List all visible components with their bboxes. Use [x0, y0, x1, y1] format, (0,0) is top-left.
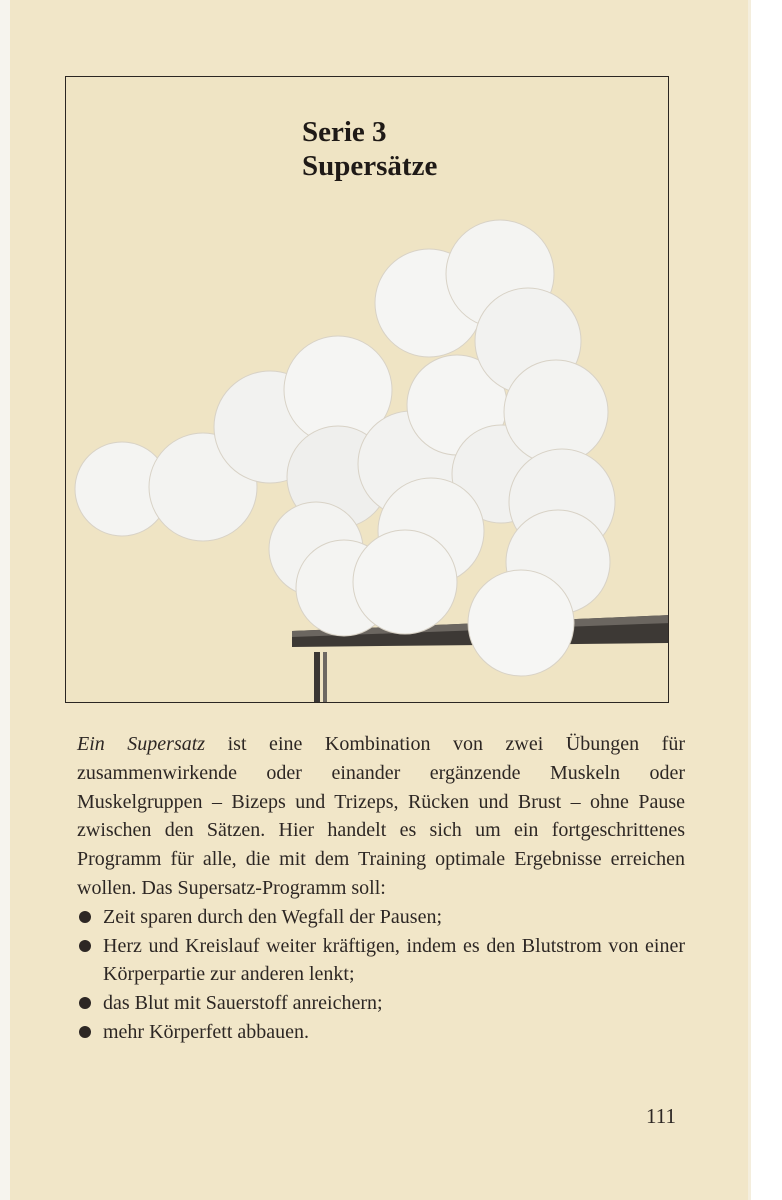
intro-term: Ein Supersatz [77, 733, 206, 755]
benefit-list [77, 903, 685, 1047]
weight-plates-photo [66, 77, 669, 703]
intro-paragraph [77, 730, 685, 903]
list-item [77, 932, 685, 990]
bullet-icon [79, 940, 91, 952]
bullet-icon [79, 1026, 91, 1038]
book-page [10, 0, 749, 1200]
article-body [77, 730, 685, 1047]
list-item [77, 989, 685, 1018]
list-item-text: Herz und Kreislauf weiter kräftigen, indem es den Blutstrom von einer Körperpartie zur anderen lenkt; [103, 934, 685, 986]
exercise-illustration [65, 76, 669, 703]
bullet-icon [79, 911, 91, 923]
list-item-text: mehr Körperfett abbauen. [103, 1020, 310, 1043]
list-item [77, 1018, 685, 1047]
list-item [77, 903, 685, 932]
plates-group [75, 220, 615, 676]
intro-text: ist eine Kombination von zwei Übungen für zusammenwirkende oder einander ergänzende Muskeln oder Muskelgruppen – Bizeps und Trizeps, Rücken und Brust – ohne Pause zwischen den Sätzen. Hier handelt es sich um ein fortgeschrittenes Programm für alle, die mit dem Training optimale Ergebnisse erreichen wollen. Das Supersatz-Programm soll: [77, 733, 685, 899]
bullet-icon [79, 997, 91, 1009]
list-item-text: das Blut mit Sauerstoff anreichern; [103, 992, 383, 1015]
list-item-text: Zeit sparen durch den Wegfall der Pausen; [103, 905, 443, 928]
page-number: 111 [646, 1104, 676, 1128]
series-title-line-2: Supersätze [302, 150, 438, 182]
series-title-line-1: Serie 3 [302, 116, 387, 148]
